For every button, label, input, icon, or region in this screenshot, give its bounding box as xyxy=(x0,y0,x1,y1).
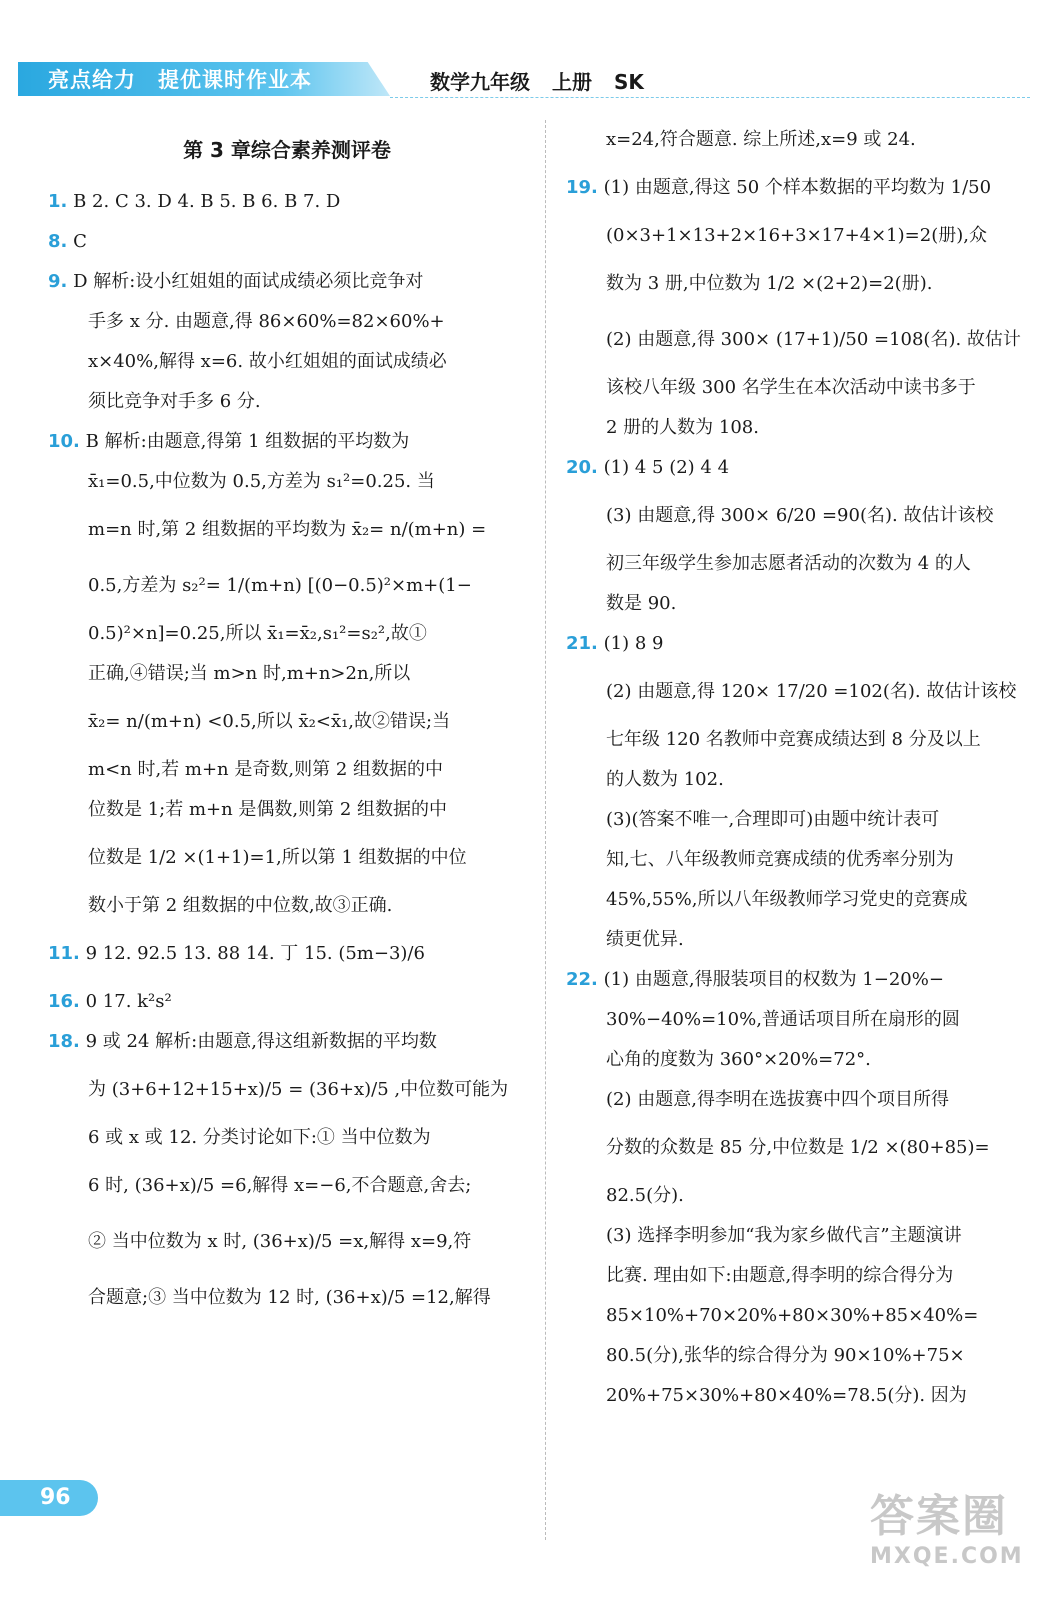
subject-volume: 上册 xyxy=(552,70,592,94)
answer-line xyxy=(566,720,1061,760)
answer-line xyxy=(566,1120,1061,1176)
answer-line xyxy=(48,262,526,302)
answer-line xyxy=(48,654,526,694)
answer-text: 30%−40%=10%,普通话项目所在扇形的圆 xyxy=(606,1009,960,1030)
answer-line xyxy=(48,1270,526,1326)
answer-line xyxy=(566,584,1061,624)
answer-line xyxy=(566,760,1061,800)
answer-text: (0×3+1×13+2×16+3×17+4×1)=2(册),众 xyxy=(606,225,987,246)
answer-line xyxy=(566,960,1061,1000)
answer-line xyxy=(566,1296,1061,1336)
answer-line xyxy=(566,1336,1061,1376)
answer-line xyxy=(48,982,526,1022)
answer-line xyxy=(48,1158,526,1214)
answer-text: (2) 由题意,得李明在选拔赛中四个项目所得 xyxy=(606,1089,949,1110)
answer-line xyxy=(48,1062,526,1118)
answer-line xyxy=(566,1176,1061,1216)
answer-line xyxy=(48,750,526,790)
answer-line xyxy=(566,840,1061,880)
answer-line xyxy=(566,544,1061,584)
answer-text: 合题意;③ 当中位数为 12 时, (36+x)/5 =12,解得 xyxy=(88,1287,491,1308)
answer-text: (2) 由题意,得 300× (17+1)/50 =108(名). 故估计 xyxy=(606,329,1021,350)
watermark-text: 答案圈 xyxy=(870,1491,1008,1542)
answer-text: m<n 时,若 m+n 是奇数,则第 2 组数据的中 xyxy=(88,759,443,780)
answer-line xyxy=(566,1216,1061,1256)
question-number: 18. xyxy=(48,1031,80,1052)
answer-line xyxy=(566,488,1061,544)
right-column xyxy=(566,120,1061,1416)
answer-text: 6 时, (36+x)/5 =6,解得 x=−6,不合题意,舍去; xyxy=(88,1175,472,1196)
answer-text: 位数是 1;若 m+n 是偶数,则第 2 组数据的中 xyxy=(88,799,448,820)
subject-grade: 数学九年级 xyxy=(430,70,530,94)
subject-info xyxy=(430,66,666,95)
answer-text: 心角的度数为 360°×20%=72°. xyxy=(606,1049,871,1070)
answer-line xyxy=(566,448,1061,488)
answer-line xyxy=(48,926,526,982)
answer-text: 85×10%+70×20%+80×30%+85×40%= xyxy=(606,1305,979,1326)
answer-line xyxy=(48,422,526,462)
answer-line xyxy=(48,830,526,886)
answer-line xyxy=(566,800,1061,840)
answer-text: 七年级 120 名教师中竞赛成绩达到 8 分及以上 xyxy=(606,729,981,750)
answer-line xyxy=(566,624,1061,664)
answer-line xyxy=(48,1118,526,1158)
answer-text: ② 当中位数为 x 时, (36+x)/5 =x,解得 x=9,符 xyxy=(88,1231,472,1252)
answer-text: 比赛. 理由如下:由题意,得李明的综合得分为 xyxy=(606,1265,954,1286)
left-column xyxy=(48,120,526,1326)
answer-text: 分数的众数是 85 分,中位数是 1/2 ×(80+85)= xyxy=(606,1137,990,1158)
answer-text: 0.5)²×n]=0.25,所以 x̄₁=x̄₂,s₁²=s₂²,故① xyxy=(88,623,427,644)
answer-line xyxy=(566,1000,1061,1040)
answer-text: (1) 由题意,得这 50 个样本数据的平均数为 1/50 xyxy=(603,177,992,198)
column-divider xyxy=(545,120,546,1540)
answer-text: 82.5(分). xyxy=(606,1185,684,1206)
answer-text: x̄₂= n/(m+n) <0.5,所以 x̄₂<x̄₁,故②错误;当 xyxy=(88,711,451,732)
answer-text: 9 或 24 解析:由题意,得这组新数据的平均数 xyxy=(85,1031,437,1052)
answer-line xyxy=(48,886,526,926)
answer-text: 初三年级学生参加志愿者活动的次数为 4 的人 xyxy=(606,553,971,574)
answer-line xyxy=(48,382,526,422)
answer-text: 0.5,方差为 s₂²= 1/(m+n) [(0−0.5)²×m+(1− xyxy=(88,575,472,596)
question-number: 10. xyxy=(48,431,80,452)
brand-series: 提优课时作业本 xyxy=(158,68,312,92)
watermark-logo xyxy=(870,1480,1050,1590)
answer-text: m=n 时,第 2 组数据的平均数为 x̄₂= n/(m+n) = xyxy=(88,519,487,540)
answer-text: 的人数为 102. xyxy=(606,769,724,790)
answer-text: x̄₁=0.5,中位数为 0.5,方差为 s₁²=0.25. 当 xyxy=(88,471,435,492)
answer-line xyxy=(48,558,526,614)
question-number: 1. xyxy=(48,191,68,212)
answer-text: (3)(答案不唯一,合理即可)由题中统计表可 xyxy=(606,809,940,830)
answer-text: 80.5(分),张华的综合得分为 90×10%+75× xyxy=(606,1345,965,1366)
question-number: 11. xyxy=(48,943,80,964)
answer-text: 绩更优异. xyxy=(606,929,684,950)
answer-line xyxy=(566,312,1061,368)
answer-text: D 解析:设小红姐姐的面试成绩必须比竞争对 xyxy=(73,271,424,292)
question-number: 22. xyxy=(566,969,598,990)
answer-text: 须比竞争对手多 6 分. xyxy=(88,391,261,412)
answer-line xyxy=(48,790,526,830)
watermark-url: MXQE.COM xyxy=(870,1544,1024,1569)
answer-text: 6 或 x 或 12. 分类讨论如下:① 当中位数为 xyxy=(88,1127,431,1148)
answer-line xyxy=(566,920,1061,960)
answer-line xyxy=(48,222,526,262)
answer-text: (1) 4 5 (2) 4 4 xyxy=(603,457,730,478)
answer-line xyxy=(48,1022,526,1062)
answer-line xyxy=(566,408,1061,448)
answer-text: (1) 8 9 xyxy=(603,633,664,654)
question-number: 21. xyxy=(566,633,598,654)
answer-text: 手多 x 分. 由题意,得 86×60%=82×60%+ xyxy=(88,311,445,332)
brand-title xyxy=(48,64,334,94)
answer-line xyxy=(566,120,1061,160)
question-number: 20. xyxy=(566,457,598,478)
page-number: 96 xyxy=(0,1480,98,1516)
answer-line xyxy=(566,664,1061,720)
answer-text: 20%+75×30%+80×40%=78.5(分). 因为 xyxy=(606,1385,967,1406)
answer-line xyxy=(566,160,1061,216)
subject-edition: SK xyxy=(614,70,644,94)
question-number: 19. xyxy=(566,177,598,198)
answer-text: 正确,④错误;当 m>n 时,m+n>2n,所以 xyxy=(88,663,411,684)
answer-line xyxy=(566,1256,1061,1296)
answer-text: 知,七、八年级教师竞赛成绩的优秀率分别为 xyxy=(606,849,954,870)
answer-text: B 解析:由题意,得第 1 组数据的平均数为 xyxy=(85,431,410,452)
question-number: 16. xyxy=(48,991,80,1012)
answer-text: 0 17. k²s² xyxy=(85,991,172,1012)
answer-line xyxy=(566,1040,1061,1080)
answer-text: 2 册的人数为 108. xyxy=(606,417,759,438)
page-title: 第 3 章综合素养测评卷 xyxy=(183,138,391,162)
answer-text: 45%,55%,所以八年级教师学习党史的竞赛成 xyxy=(606,889,968,910)
answer-text: 9 12. 92.5 13. 88 14. 丁 15. (5m−3)/6 xyxy=(85,943,425,964)
answer-text: 数为 3 册,中位数为 1/2 ×(2+2)=2(册). xyxy=(606,273,933,294)
question-number: 9. xyxy=(48,271,68,292)
answer-text: (2) 由题意,得 120× 17/20 =102(名). 故估计该校 xyxy=(606,681,1017,702)
answer-line xyxy=(566,1080,1061,1120)
answer-text: x×40%,解得 x=6. 故小红姐姐的面试成绩必 xyxy=(88,351,447,372)
answer-line xyxy=(48,502,526,558)
answer-text: 为 (3+6+12+15+x)/5 = (36+x)/5 ,中位数可能为 xyxy=(88,1079,509,1100)
answer-line xyxy=(48,694,526,750)
answer-line xyxy=(566,880,1061,920)
brand-name: 亮点给力 xyxy=(48,68,136,92)
answer-text: 位数是 1/2 ×(1+1)=1,所以第 1 组数据的中位 xyxy=(88,847,467,868)
answer-line xyxy=(48,614,526,654)
question-number: 8. xyxy=(48,231,68,252)
answer-line xyxy=(566,256,1061,312)
answer-text: 该校八年级 300 名学生在本次活动中读书多于 xyxy=(606,377,976,398)
answer-line xyxy=(566,216,1061,256)
answer-line xyxy=(48,342,526,382)
answer-text: B 2. C 3. D 4. B 5. B 6. B 7. D xyxy=(73,191,341,212)
answer-text: x=24,符合题意. 综上所述,x=9 或 24. xyxy=(606,129,916,150)
answer-text: (3) 选择李明参加“我为家乡做代言”主题演讲 xyxy=(606,1225,962,1246)
answer-text: 数小于第 2 组数据的中位数,故③正确. xyxy=(88,895,393,916)
answer-text: (1) 由题意,得服装项目的权数为 1−20%− xyxy=(603,969,944,990)
answer-line xyxy=(48,302,526,342)
header-rule xyxy=(390,97,1030,98)
answer-text: 数是 90. xyxy=(606,593,677,614)
answer-text: (3) 由题意,得 300× 6/20 =90(名). 故估计该校 xyxy=(606,505,994,526)
answer-line xyxy=(566,368,1061,408)
answer-line xyxy=(566,1376,1061,1416)
answer-line xyxy=(48,182,526,222)
answer-line xyxy=(48,1214,526,1270)
answer-line xyxy=(48,462,526,502)
answer-text: C xyxy=(73,231,87,252)
